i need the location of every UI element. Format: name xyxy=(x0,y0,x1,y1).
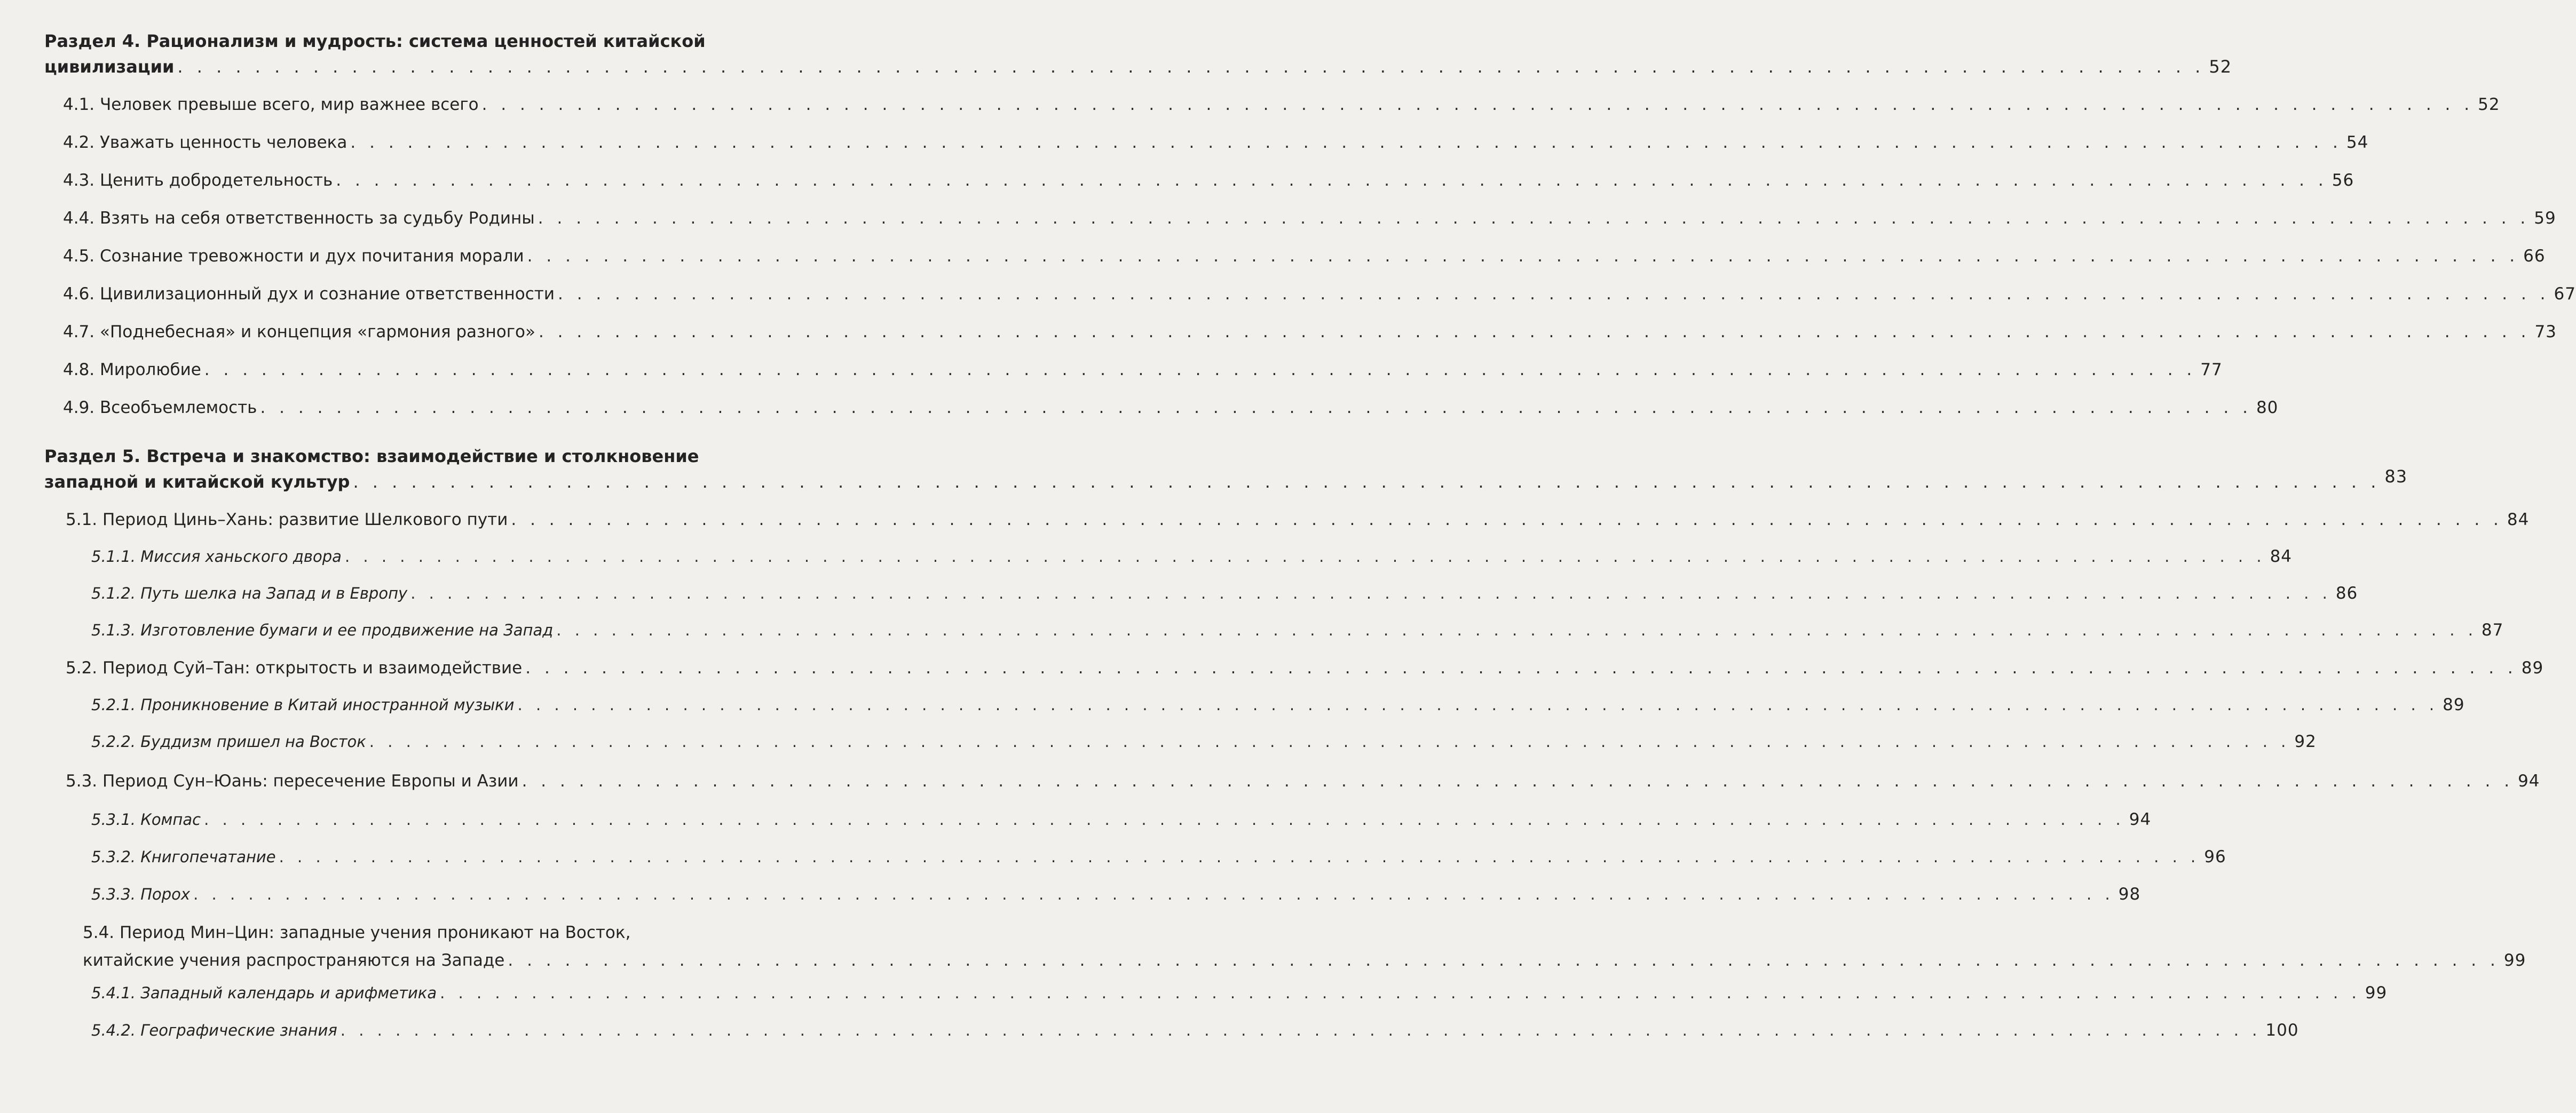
toc-entry-label: 5.1.3. Изготовление бумаги и ее продвижение на Запад xyxy=(91,621,554,639)
toc-entry-4-8[interactable] xyxy=(63,360,2223,379)
toc-entry-label: 5.1.1. Миссия ханьского двора xyxy=(91,547,342,566)
toc-entry-label: 5.3.3. Порох xyxy=(91,885,191,903)
toc-entry-label: 5.3. Период Сун–Юань: пересечение Европы и Азии xyxy=(66,772,519,791)
toc-entry-page-number: 66 xyxy=(2523,247,2546,266)
toc-entry-page-number: 94 xyxy=(2518,772,2540,791)
toc-entry-label: 5.2. Период Суй–Тан: открытость и взаимодействие xyxy=(66,658,523,678)
toc-entry-page-number: 89 xyxy=(2443,695,2465,714)
toc-entry-label: 4.5. Сознание тревожности и дух почитания морали xyxy=(63,247,524,266)
toc-entry-page-number: 59 xyxy=(2534,209,2556,228)
dot-leader xyxy=(508,951,2500,970)
dot-leader xyxy=(350,133,2342,152)
toc-entry-5-1[interactable] xyxy=(66,510,2530,529)
toc-entry-label: 4.8. Миролюбие xyxy=(63,360,201,379)
toc-entry-label: 5.2.1. Проникновение в Китай иностранной музыки xyxy=(91,696,515,714)
dot-leader xyxy=(177,57,2204,77)
dot-leader xyxy=(538,209,2530,228)
toc-entry-4-7[interactable] xyxy=(63,322,2557,341)
dot-leader xyxy=(511,510,2503,529)
toc-entry-label: 4.4. Взять на себя ответственность за судьбу Родины xyxy=(63,209,535,228)
section-4-page-number: 52 xyxy=(2209,57,2232,77)
toc-entry-5-4-2[interactable] xyxy=(91,1021,2299,1040)
dot-leader xyxy=(204,360,2196,379)
dot-leader xyxy=(518,696,2439,714)
dot-leader xyxy=(440,984,2361,1002)
toc-entry-4-6[interactable] xyxy=(63,284,2576,304)
toc-entry-4-5[interactable] xyxy=(63,247,2546,266)
toc-entry-4-9[interactable] xyxy=(63,398,2279,417)
toc-entry-5-2[interactable] xyxy=(66,658,2544,678)
toc-entry-label: 5.4.1. Западный календарь и арифметика xyxy=(91,984,437,1002)
dot-leader xyxy=(525,658,2517,678)
dot-leader xyxy=(341,1021,2262,1039)
toc-entry-label: 4.3. Ценить добродетельность xyxy=(63,171,333,190)
toc-entry-5-3[interactable] xyxy=(66,772,2540,791)
toc-entry-5-3-1[interactable] xyxy=(91,810,2152,829)
dot-leader xyxy=(336,171,2328,190)
toc-entry-4-3[interactable] xyxy=(63,171,2354,190)
toc-entry-page-number: 99 xyxy=(2365,983,2388,1003)
toc-entry-4-4[interactable] xyxy=(63,209,2556,228)
toc-entry-5-2-2[interactable] xyxy=(91,732,2317,751)
toc-entry-5-1-3[interactable] xyxy=(91,621,2504,640)
toc-entry-label: 5.3.2. Книгопечатание xyxy=(91,848,276,866)
dot-leader xyxy=(193,885,2114,903)
toc-entry-5-1-2[interactable] xyxy=(91,584,2358,603)
toc-entry-page-number: 89 xyxy=(2521,658,2544,678)
toc-entry-label: 4.1. Человек превыше всего, мир важнее всего xyxy=(63,95,479,114)
toc-entry-5-3-2[interactable] xyxy=(91,847,2226,866)
toc-entry-page-number: 87 xyxy=(2481,621,2504,640)
toc-entry-page-number: 84 xyxy=(2270,547,2293,566)
section-4-title-line2: цивилизации xyxy=(44,57,175,77)
toc-entry-page-number: 86 xyxy=(2335,584,2358,603)
dot-leader xyxy=(353,472,2380,492)
dot-leader xyxy=(279,848,2200,866)
toc-entry-page-number: 80 xyxy=(2256,398,2279,417)
dot-leader xyxy=(482,95,2474,114)
toc-entry-page-number: 84 xyxy=(2507,510,2530,529)
toc-entry-page-number: 73 xyxy=(2534,322,2557,341)
section-5-heading[interactable] xyxy=(44,466,2408,492)
dot-leader xyxy=(260,398,2252,417)
toc-entry-page-number: 100 xyxy=(2265,1021,2299,1040)
toc-entry-4-2[interactable] xyxy=(63,133,2369,152)
toc-entry-page-number: 92 xyxy=(2294,732,2317,751)
toc-entry-label: 4.9. Всеобъемлемость xyxy=(63,398,257,417)
toc-entry-5-2-1[interactable] xyxy=(91,695,2465,714)
toc-entry-5-1-1[interactable] xyxy=(91,547,2293,566)
toc-entry-page-number: 94 xyxy=(2129,810,2152,829)
toc-entry-label: 5.1.2. Путь шелка на Запад и в Европу xyxy=(91,584,408,602)
toc-entry-label: 5.3.1. Компас xyxy=(91,810,201,829)
toc-entry-4-1[interactable] xyxy=(63,95,2500,114)
dot-leader xyxy=(558,284,2550,304)
dot-leader xyxy=(522,772,2514,791)
toc-entry-label: 5.4.2. Географические знания xyxy=(91,1021,337,1039)
section-5-page-number: 83 xyxy=(2384,466,2408,487)
dot-leader xyxy=(204,810,2125,829)
section-4-heading[interactable] xyxy=(44,57,2232,77)
toc-entry-page-number: 56 xyxy=(2332,171,2354,190)
toc-entry-5-4[interactable] xyxy=(83,951,2526,970)
section-4-title-line1: Раздел 4. Рационализм и мудрость: система ценностей китайской xyxy=(44,31,706,51)
dot-leader xyxy=(527,247,2519,266)
section-5-title-line1: Раздел 5. Встреча и знакомство: взаимодействие и столкновение xyxy=(44,446,699,466)
dot-leader xyxy=(539,322,2531,341)
toc-entry-page-number: 96 xyxy=(2204,847,2226,866)
toc-entry-page-number: 77 xyxy=(2200,360,2223,379)
dot-leader xyxy=(556,621,2477,639)
dot-leader xyxy=(369,733,2290,751)
toc-entry-label: 4.6. Цивилизационный дух и сознание ответственности xyxy=(63,284,555,304)
toc-entry-5-3-3[interactable] xyxy=(91,885,2141,904)
toc-entry-page-number: 54 xyxy=(2346,133,2369,152)
section-5-title-line2: западной и китайской культур xyxy=(44,472,350,492)
dot-leader xyxy=(345,547,2266,566)
toc-entry-page-number: 67 xyxy=(2554,284,2576,304)
toc-entry-5-4-line1: 5.4. Период Мин–Цин: западные учения проникают на Восток, xyxy=(83,923,631,942)
toc-entry-label: 5.1. Период Цинь–Хань: развитие Шелкового пути xyxy=(66,510,508,529)
toc-entry-label: 5.2.2. Буддизм пришел на Восток xyxy=(91,733,366,751)
dot-leader xyxy=(410,584,2332,602)
toc-entry-page-number: 99 xyxy=(2503,951,2526,970)
toc-entry-5-4-1[interactable] xyxy=(91,983,2388,1003)
toc-entry-label: 4.2. Уважать ценность человека xyxy=(63,133,347,152)
toc-entry-page-number: 52 xyxy=(2478,95,2500,114)
toc-entry-label: 4.7. «Поднебесная» и концепция «гармония разного» xyxy=(63,322,535,341)
toc-entry-label: китайские учения распространяются на Западе xyxy=(83,951,505,970)
toc-entry-page-number: 98 xyxy=(2118,885,2141,904)
